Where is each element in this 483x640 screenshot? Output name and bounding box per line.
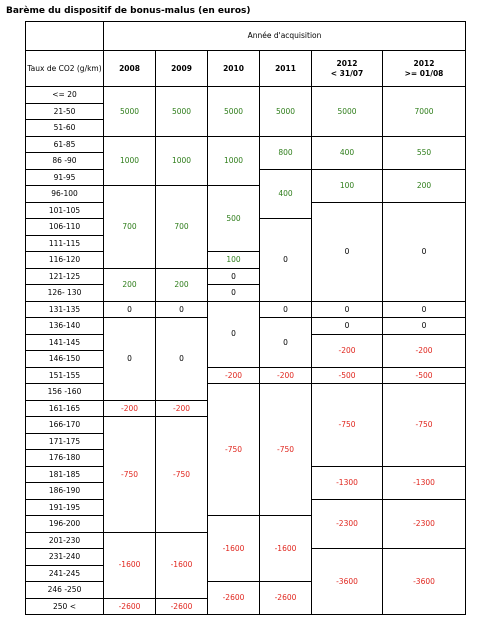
co2-band-label: 250 < (25, 598, 104, 616)
co2-band-label: 121-125 (25, 268, 104, 286)
amount-cell: -750 (382, 383, 466, 467)
co2-band-label: 21-50 (25, 103, 104, 121)
co2-band-label: 116-120 (25, 251, 104, 269)
amount-cell: -200 (103, 400, 156, 418)
amount-cell: 100 (207, 251, 260, 269)
year-header: 2010 (207, 50, 260, 87)
amount-cell: 200 (382, 169, 466, 203)
amount-cell: -1300 (382, 466, 466, 500)
amount-cell: -2300 (382, 499, 466, 550)
co2-band-label: 136-140 (25, 317, 104, 335)
co2-band-label: 86 -90 (25, 152, 104, 170)
amount-cell: -1300 (311, 466, 383, 500)
amount-cell: 0 (259, 301, 312, 319)
amount-cell: 0 (103, 301, 156, 319)
amount-cell: -2600 (259, 581, 312, 615)
amount-cell: 5000 (207, 86, 260, 137)
co2-band-label: <= 20 (25, 86, 104, 104)
amount-cell: -750 (311, 383, 383, 467)
amount-cell: 1000 (155, 136, 208, 187)
co2-band-label: 146-150 (25, 350, 104, 368)
amount-cell: -500 (382, 367, 466, 385)
co2-band-label: 176-180 (25, 449, 104, 467)
amount-cell: 0 (155, 317, 208, 401)
year-header: 2012 >= 01/08 (382, 50, 466, 87)
co2-band-label: 231-240 (25, 548, 104, 566)
amount-cell: 0 (207, 301, 260, 368)
amount-cell: 700 (155, 185, 208, 269)
amount-cell: -2600 (155, 598, 208, 616)
co2-band-label: 51-60 (25, 119, 104, 137)
amount-cell: 0 (207, 268, 260, 286)
amount-cell: 0 (259, 218, 312, 302)
amount-cell: -2300 (311, 499, 383, 550)
co2-band-label: 181-185 (25, 466, 104, 484)
amount-cell: 0 (259, 317, 312, 368)
amount-cell: 0 (207, 284, 260, 302)
amount-cell: -2600 (207, 581, 260, 615)
amount-cell: 7000 (382, 86, 466, 137)
year-header: 2011 (259, 50, 312, 87)
co2-band-label: 166-170 (25, 416, 104, 434)
amount-cell: -1600 (207, 515, 260, 582)
year-header: 2009 (155, 50, 208, 87)
amount-cell: -750 (155, 416, 208, 533)
co2-band-label: 191-195 (25, 499, 104, 517)
amount-cell: 0 (311, 301, 383, 319)
year-header: 2008 (103, 50, 156, 87)
amount-cell: 200 (103, 268, 156, 302)
co2-band-label: 201-230 (25, 532, 104, 550)
amount-cell: -1600 (103, 532, 156, 599)
amount-cell: -1600 (259, 515, 312, 582)
amount-cell: 400 (311, 136, 383, 170)
amount-cell: -750 (207, 383, 260, 516)
table-title: Barème du dispositif de bonus-malus (en euros) (6, 6, 251, 16)
amount-cell: -200 (311, 334, 383, 368)
amount-cell: -750 (259, 383, 312, 516)
amount-cell: 500 (207, 185, 260, 252)
co2-band-label: 171-175 (25, 433, 104, 451)
amount-cell: -200 (155, 400, 208, 418)
amount-cell: 0 (155, 301, 208, 319)
amount-cell: -750 (103, 416, 156, 533)
co2-band-label: 101-105 (25, 202, 104, 220)
amount-cell: 1000 (103, 136, 156, 187)
co2-rate-header: Taux de CO2 (g/km) (25, 50, 104, 87)
co2-band-label: 161-165 (25, 400, 104, 418)
acquisition-year-header: Année d'acquisition (103, 21, 466, 51)
amount-cell: -500 (311, 367, 383, 385)
co2-band-label: 131-135 (25, 301, 104, 319)
amount-cell: -200 (207, 367, 260, 385)
co2-band-label: 106-110 (25, 218, 104, 236)
amount-cell: 0 (382, 301, 466, 319)
co2-band-label: 96-100 (25, 185, 104, 203)
co2-band-label: 141-145 (25, 334, 104, 352)
co2-band-label: 196-200 (25, 515, 104, 533)
amount-cell: 5000 (259, 86, 312, 137)
amount-cell: 0 (103, 317, 156, 401)
amount-cell: 0 (311, 317, 383, 335)
amount-cell: -3600 (382, 548, 466, 615)
amount-cell: 100 (311, 169, 383, 203)
co2-band-label: 91-95 (25, 169, 104, 187)
bonus-malus-table (25, 21, 465, 622)
co2-band-label: 186-190 (25, 482, 104, 500)
amount-cell: 400 (259, 169, 312, 220)
amount-cell: -3600 (311, 548, 383, 615)
amount-cell: 800 (259, 136, 312, 170)
amount-cell: 5000 (311, 86, 383, 137)
amount-cell: -200 (382, 334, 466, 368)
co2-band-label: 246 -250 (25, 581, 104, 599)
amount-cell: 550 (382, 136, 466, 170)
amount-cell: 5000 (103, 86, 156, 137)
amount-cell: -1600 (155, 532, 208, 599)
co2-band-label: 111-115 (25, 235, 104, 253)
amount-cell: 700 (103, 185, 156, 269)
amount-cell: -2600 (103, 598, 156, 616)
amount-cell: 5000 (155, 86, 208, 137)
amount-cell: 0 (382, 317, 466, 335)
co2-band-label: 151-155 (25, 367, 104, 385)
amount-cell: -200 (259, 367, 312, 385)
co2-band-label: 156 -160 (25, 383, 104, 401)
co2-band-label: 126- 130 (25, 284, 104, 302)
amount-cell: 0 (382, 202, 466, 302)
amount-cell: 1000 (207, 136, 260, 187)
amount-cell: 0 (311, 202, 383, 302)
year-header: 2012 < 31/07 (311, 50, 383, 87)
co2-band-label: 241-245 (25, 565, 104, 583)
co2-band-label: 61-85 (25, 136, 104, 154)
amount-cell: 200 (155, 268, 208, 302)
